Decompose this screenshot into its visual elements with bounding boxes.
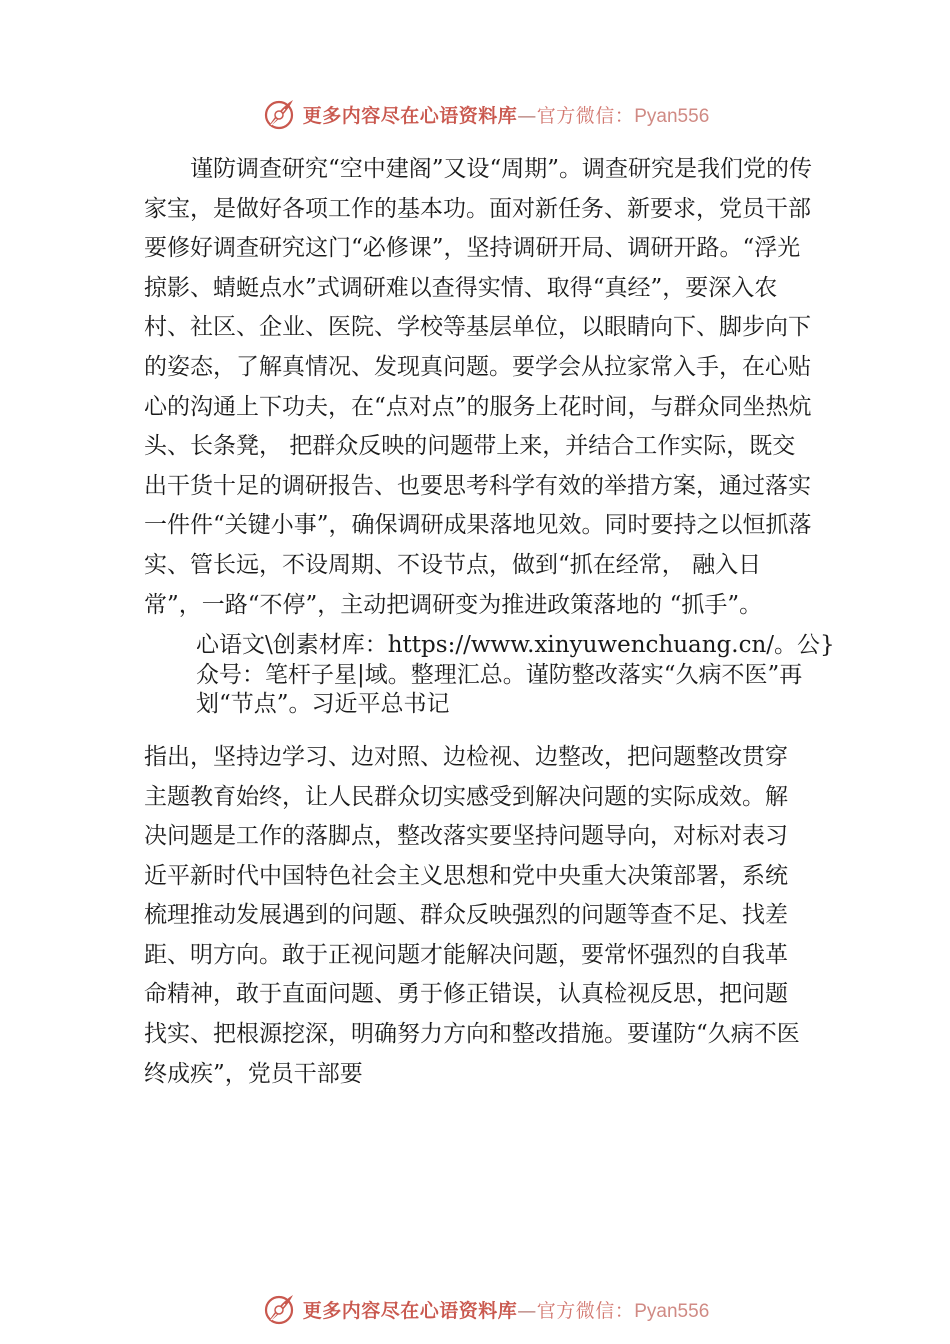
document-body [144, 150, 834, 1094]
banner-separator: — [517, 104, 537, 127]
footer-banner-separator: — [517, 1299, 537, 1322]
banner-content [261, 96, 710, 132]
header-banner [0, 92, 950, 136]
footer-banner-brand: 更多内容尽在心语资料库 [302, 1299, 518, 1322]
footer-banner-text [303, 1296, 710, 1323]
source-note-text: 心语文\创素材库：https://www.xinyuwenchuang.cn/。公}众号：笔杆子星|域。整理汇总。谨防整改落实“久病不医”再划“节点”。习近平总书记 [196, 632, 835, 718]
banner-brand: 更多内容尽在心语资料库 [302, 104, 518, 127]
banner-wechat-id: Pyan556 [634, 105, 710, 127]
footer-banner [0, 1287, 950, 1331]
feather-pen-logo-icon [261, 96, 297, 132]
banner-text [303, 101, 710, 128]
feather-pen-logo-icon [261, 1291, 297, 1327]
paragraph-source-note [196, 631, 836, 720]
footer-banner-wechat-id: Pyan556 [634, 1300, 710, 1322]
banner-wechat-label: 官方微信： [536, 104, 635, 127]
paragraph-rectification: 指出，坚持边学习、边对照、边检视、边整改，把问题整改贯穿主题教育始终，让人民群众切实感受到解决问题的实际成效。解决问题是工作的落脚点，整改落实要坚持问题导向，对标对表习近平新时代中国特色社会主义思想和党中央重大决策部署，系统梳理推动发展遇到的问题、群众反映强烈的问题等查不足、找差距、明方向。敢于正视问题才能解决问题，要常怀强烈的自我革命精神，敢于直面问题、勇于修正错误，认真检视反思，把问题找实、把根源挖深，明确努力方向和整改措施。要谨防“久病不医终成疾”，党员干部要 [144, 743, 800, 1087]
footer-banner-content [261, 1291, 710, 1327]
paragraph-survey-research: 谨防调查研究“空中建阁”又设“周期”。调查研究是我们党的传家宝，是做好各项工作的基本功。面对新任务、新要求，党员干部要修好调查研究这门“必修课”，坚持调研开局、调研开路。“浮光掠影、蜻蜓点水”式调研难以查得实情、取得“真经”，要深入农村、社区、企业、医院、学校等基层单位，以眼睛向下、脚步向下的姿态，了解真情况、发现真问题。要学会从拉家常入手，在心贴心的沟通上下功夫，在“点对点”的服务上花时间，与群众同坐热炕头、长条凳， 把群众反映的问题带上来，并结合工作实际，既交出干货十足的调研报告、也要思考科学有效的举措方案，通过落实一件件“关键小事”，确保调研成果落地见效。同时要持之以恒抓落实、管长远，不设周期、不设节点，做到“抓在经常， 融入日常”，一路“不停”，主动把调研变为推进政策落地的 “抓手”。 [144, 156, 813, 618]
footer-banner-wechat-label: 官方微信： [536, 1299, 635, 1322]
